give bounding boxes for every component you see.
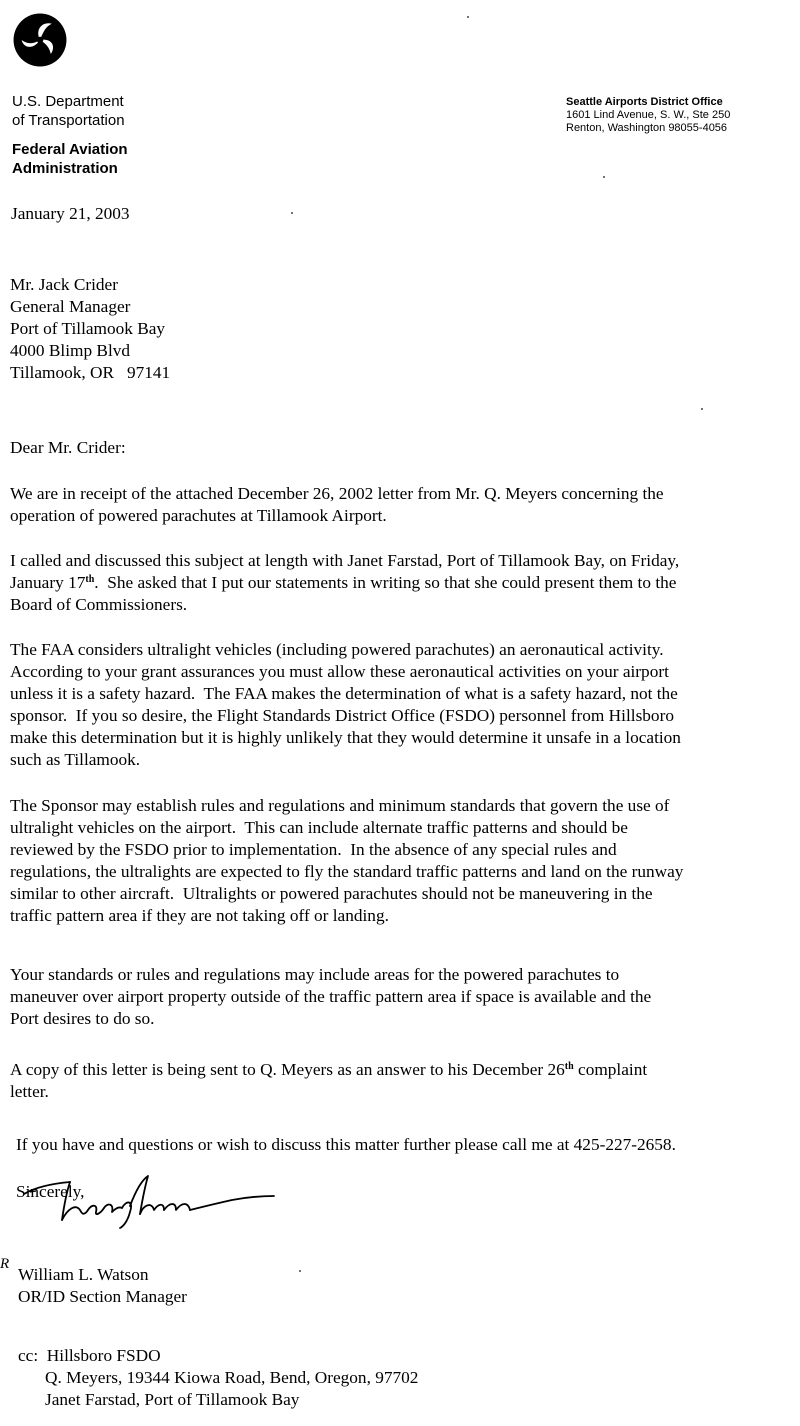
- salutation: Dear Mr. Crider:: [10, 438, 126, 457]
- agency-name: [12, 140, 128, 178]
- signer-title: OR/ID Section Manager: [18, 1287, 187, 1306]
- paragraph-line: unless it is a safety hazard. The FAA makes the determination of what is a safety hazard, not the: [10, 684, 678, 703]
- recipient-title: General Manager: [10, 297, 131, 316]
- dept-line-2: of Transportation: [12, 112, 125, 129]
- paragraph-line: The FAA considers ultralight vehicles (including powered parachutes) an aeronautical activity.: [10, 640, 664, 659]
- paragraph-line: ultralight vehicles on the airport. This can include alternate traffic patterns and should be: [10, 818, 628, 837]
- signer-block: [18, 1264, 187, 1308]
- scan-speck: [603, 176, 605, 178]
- paragraph-line: traffic pattern area if they are not taking off or landing.: [10, 906, 389, 925]
- agency-line-1: Federal Aviation: [12, 141, 128, 158]
- paragraph-text: complaint: [573, 1060, 648, 1079]
- date-text: January 17: [10, 573, 86, 592]
- closing: Sincerely,: [16, 1182, 85, 1201]
- recipient-org: Port of Tillamook Bay: [10, 319, 166, 338]
- paragraph-7: [16, 1134, 800, 1156]
- paragraph-line: reviewed by the FSDO prior to implementation. In the absence of any special rules and: [10, 840, 617, 859]
- paragraph-line: operation of powered parachutes at Tillamook Airport.: [10, 506, 387, 525]
- office-address-2: Renton, Washington 98055-4056: [566, 122, 728, 134]
- paragraph-text: . She asked that I put our statements in writing so that she could present them to the: [94, 573, 677, 592]
- paragraph-line: I called and discussed this subject at length with Janet Farstad, Port of Tillamook Bay, on Friday,: [10, 551, 680, 570]
- paragraph-line: The Sponsor may establish rules and regulations and minimum standards that govern the use of: [10, 796, 670, 815]
- paragraph-line: maneuver over airport property outside of the traffic pattern area if space is available and the: [10, 987, 652, 1006]
- paragraph-5: [10, 964, 795, 1030]
- ordinal-suffix: th: [85, 574, 95, 585]
- paragraph-line: Your standards or rules and regulations may include areas for the powered parachutes to: [10, 965, 620, 984]
- paragraph-text: A copy of this letter is being sent to Q. Meyers as an answer to his December 26: [10, 1060, 565, 1079]
- ordinal-suffix: th: [564, 1061, 574, 1072]
- paragraph-4: [10, 795, 795, 927]
- recipient-street: 4000 Blimp Blvd: [10, 341, 131, 360]
- paragraph-line: regulations, the ultralights are expected to fly the standard traffic patterns and land on the runway: [10, 862, 684, 881]
- initial-mark: R: [0, 1256, 10, 1272]
- paragraph-2: [10, 550, 795, 616]
- office-address-1: 1601 Lind Avenue, S. W., Ste 250: [566, 109, 731, 121]
- office-block: [566, 96, 730, 135]
- paragraph-1: [10, 483, 795, 527]
- agency-line-2: Administration: [12, 160, 118, 177]
- dept-line-1: U.S. Department: [12, 93, 124, 110]
- cc-recipient: Hillsboro FSDO: [46, 1346, 161, 1365]
- paragraph-line: [10, 1059, 795, 1081]
- cc-label: cc:: [18, 1346, 39, 1365]
- recipient-city: Tillamook, OR 97141: [10, 363, 171, 382]
- dot-logo-icon: [13, 13, 67, 67]
- paragraph-line: sponsor. If you so desire, the Flight Standards District Office (FSDO) personnel from Hillsboro: [10, 706, 674, 725]
- recipient-name: Mr. Jack Crider: [10, 275, 118, 294]
- signer-name: William L. Watson: [18, 1265, 149, 1284]
- paragraph-line: We are in receipt of the attached December 26, 2002 letter from Mr. Q. Meyers concerning the: [10, 484, 664, 503]
- letter-date: January 21, 2003: [11, 204, 130, 223]
- paragraph-line: make this determination but it is highly unlikely that they would determine it unsafe in a location: [10, 728, 681, 747]
- scan-speck: [299, 1270, 301, 1272]
- paragraph-line: Board of Commissioners.: [10, 595, 188, 614]
- cc-block: [18, 1345, 418, 1411]
- paragraph-line: Port desires to do so.: [10, 1009, 155, 1028]
- paragraph-line: According to your grant assurances you must allow these aeronautical activities on your airport: [10, 662, 669, 681]
- scan-speck: [467, 16, 469, 18]
- recipient-address: [10, 274, 170, 384]
- dept-name: [12, 92, 125, 130]
- paragraph-line: similar to other aircraft. Ultralights or powered parachutes should not be maneuvering in the: [10, 884, 653, 903]
- paragraph-line: [10, 572, 795, 594]
- paragraph-line: letter.: [10, 1082, 49, 1101]
- paragraph-line: If you have and questions or wish to discuss this matter further please call me at 425-227-2658.: [16, 1135, 676, 1154]
- cc-recipient: Janet Farstad, Port of Tillamook Bay: [45, 1390, 300, 1409]
- scan-speck: [291, 212, 293, 214]
- paragraph-line: such as Tillamook.: [10, 750, 141, 769]
- paragraph-6: [10, 1059, 795, 1103]
- cc-first-line: [18, 1345, 418, 1367]
- signature-graphic: [18, 1170, 278, 1230]
- cc-recipient: Q. Meyers, 19344 Kiowa Road, Bend, Oregon, 97702: [45, 1368, 419, 1387]
- paragraph-3: [10, 639, 795, 771]
- office-name: Seattle Airports District Office: [566, 96, 723, 108]
- scan-speck: [701, 408, 703, 410]
